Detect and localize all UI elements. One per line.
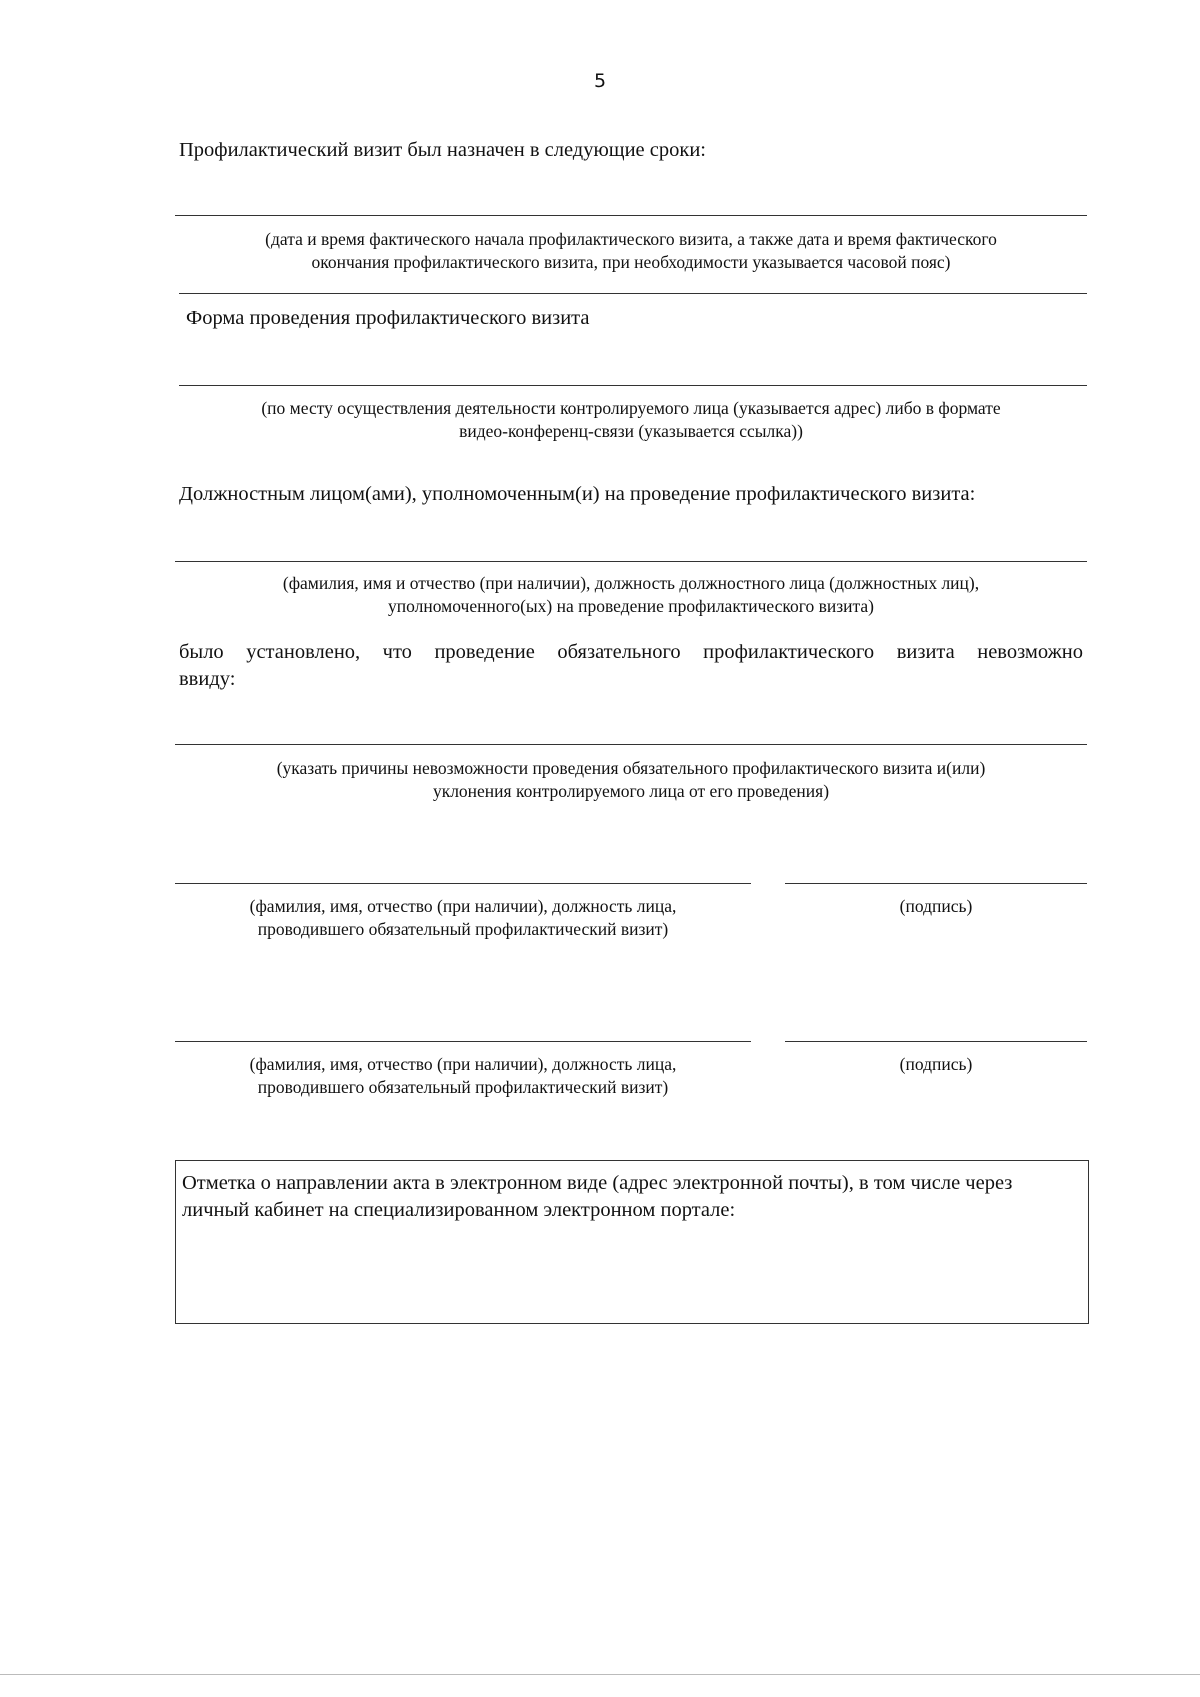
caption-line: уклонения контролируемого лица от его проведения) (432, 781, 830, 801)
signature-line (785, 883, 1087, 884)
text-line: личный кабинет на специализированном электронном портале: (182, 1199, 736, 1221)
signer-name-caption (175, 895, 751, 941)
page-bottom-edge (0, 1674, 1200, 1675)
caption-line: уполномоченного(ых) на проведение профилактического визита) (388, 596, 874, 616)
impossibility-caption (175, 757, 1087, 803)
impossibility-text (179, 639, 1083, 693)
text-line: Отметка о направлении акта в электронном виде (адрес электронной почты), в том числе через (182, 1172, 1013, 1194)
signer-name-line (175, 883, 751, 884)
signer-name-caption (175, 1053, 751, 1099)
caption-line: (фамилия, имя, отчество (при наличии), должность лица, (249, 1054, 677, 1074)
visit-form-line (179, 385, 1087, 386)
signature-caption: (подпись) (899, 896, 973, 916)
caption-line: (дата и время фактического начала профилактического визита, а также дата и время фактического (265, 229, 997, 249)
visit-period-line (175, 215, 1087, 216)
visit-period-heading: Профилактический визит был назначен в следующие сроки: (179, 139, 706, 161)
officials-heading: Должностным лицом(ами), уполномоченным(и) на проведение профилактического визита: (179, 483, 976, 505)
visit-form-caption (175, 397, 1087, 443)
caption-line: проводившего обязательный профилактический визит) (257, 919, 669, 939)
caption-line: окончания профилактического визита, при необходимости указывается часовой пояс) (311, 252, 951, 272)
caption-line: (по месту осуществления деятельности контролируемого лица (указывается адрес) либо в формате (261, 398, 1001, 418)
visit-period-caption (175, 228, 1087, 274)
caption-line: проводившего обязательный профилактический визит) (257, 1077, 669, 1097)
caption-line: (фамилия, имя, отчество (при наличии), должность лица, (249, 896, 677, 916)
officials-line (175, 561, 1087, 562)
electronic-note-box (175, 1160, 1089, 1324)
text-line: было установлено, что проведение обязательного профилактического визита невозможно (179, 641, 1083, 663)
officials-caption (175, 572, 1087, 618)
visit-period-bottom-line (179, 293, 1087, 294)
caption-line: (указать причины невозможности проведения обязательного профилактического визита и(или) (276, 758, 986, 778)
signer-name-line (175, 1041, 751, 1042)
signature-line (785, 1041, 1087, 1042)
visit-form-heading: Форма проведения профилактического визита (186, 307, 590, 329)
text-line: ввиду: (179, 668, 236, 690)
signature-caption: (подпись) (899, 1054, 973, 1074)
impossibility-line (175, 744, 1087, 745)
electronic-note-text (182, 1170, 1082, 1224)
page-number: 5 (593, 70, 607, 92)
caption-line: видео-конференц-связи (указывается ссылка)) (459, 421, 803, 441)
caption-line: (фамилия, имя и отчество (при наличии), должность должностного лица (должностных лиц), (282, 573, 980, 593)
